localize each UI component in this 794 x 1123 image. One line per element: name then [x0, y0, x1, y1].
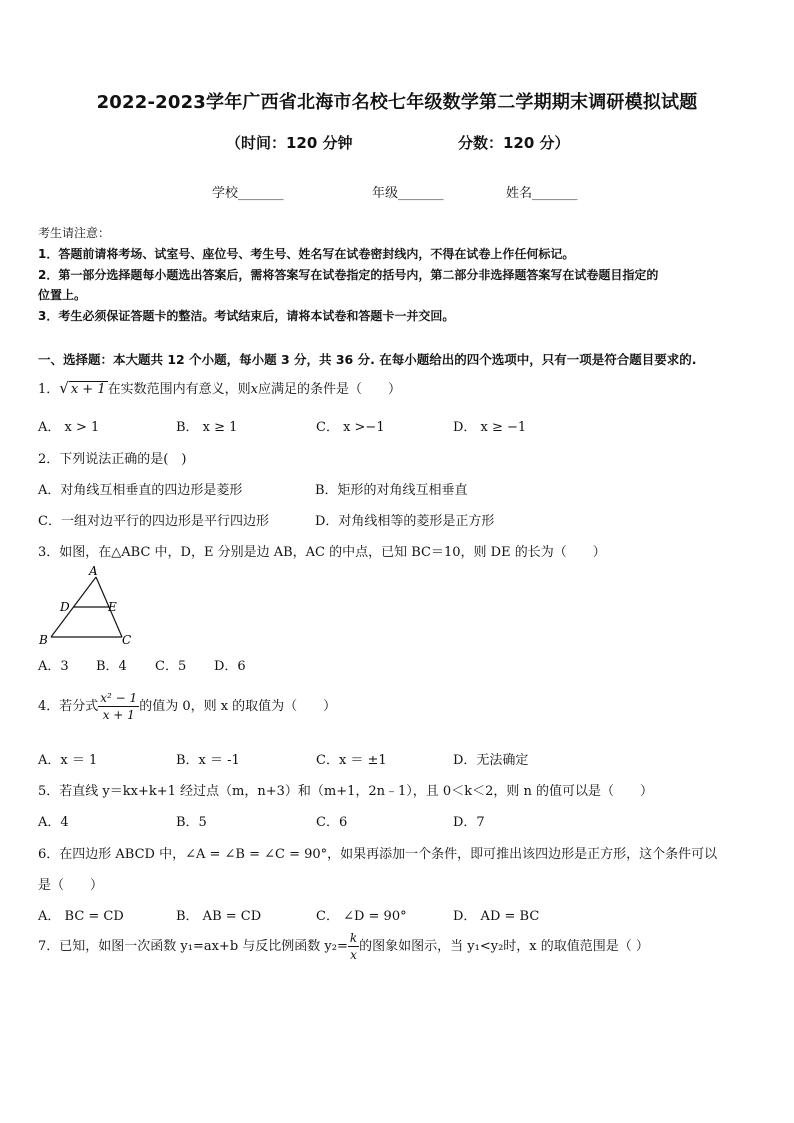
label-c: C [122, 633, 132, 647]
q6-option-b: B． AB = CD [176, 909, 262, 924]
section-heading: 一、选择题：本大题共 12 个小题，每小题 3 分，共 36 分. 在每小题给出的四个选项中，只有一项是符合题目要求的. [38, 352, 697, 367]
q4-option-a: A．x ＝ 1 [38, 753, 98, 768]
q4-option-d: D．无法确定 [453, 753, 529, 768]
q5-option-c: C．6 [316, 815, 348, 830]
page-title: 2022-2023学年广西省北海市名校七年级数学第二学期期末调研模拟试题 [96, 92, 698, 113]
q4-pre: 4．若分式 [38, 699, 99, 714]
q5-option-d: D．7 [453, 815, 485, 830]
question-6: 6．在四边形 ABCD 中，∠A = ∠B = ∠C = 90°，如果再添加一个条件，即可推出该四边形是正方形，这个条件可以 [38, 847, 718, 862]
q7-numerator: k [349, 931, 358, 945]
grade-field: 年级_______ [372, 186, 444, 201]
q2-option-d: D．对角线相等的菱形是正方形 [315, 514, 495, 529]
triangle-figure [36, 565, 136, 647]
q3-option-a: A．3 [38, 659, 69, 674]
q3-option-b: B．4 [96, 659, 127, 674]
q1-option-c: C． x >−1 [316, 420, 385, 435]
q6-option-a: A． BC = CD [38, 909, 124, 924]
q5-option-b: B．5 [176, 815, 207, 830]
question-7 [38, 930, 649, 963]
label-b: B [39, 633, 48, 647]
question-2: 2．下列说法正确的是( ) [38, 452, 187, 467]
q2-option-a: A．对角线互相垂直的四边形是菱形 [38, 483, 243, 498]
name-field: 姓名_______ [506, 186, 578, 201]
notes-heading: 考生请注意： [38, 226, 111, 240]
q1-option-d: D． x ≥ −1 [453, 420, 527, 435]
q1-option-b: B． x ≥ 1 [176, 420, 238, 435]
q5-option-a: A．4 [38, 815, 69, 830]
notes-line-1: 1．答题前请将考场、试室号、座位号、考生号、姓名写在试卷密封线内，不得在试卷上作任何标记。 [38, 247, 575, 261]
q1-text-2: 应满足的条件是（ ） [257, 382, 401, 397]
school-field: 学校_______ [212, 186, 284, 201]
label-a: A [89, 565, 98, 578]
notes-line-3: 3．考生必须保证答题卡的整洁。考试结束后，请将本试卷和答题卡一并交回。 [38, 309, 455, 323]
q2-option-c: C．一组对边平行的四边形是平行四边形 [38, 514, 269, 529]
q4-post: 的值为 0，则 x 的取值为（ ） [139, 699, 337, 714]
q4-fraction [98, 690, 139, 723]
q3-option-c: C．5 [155, 659, 187, 674]
q7-fraction [348, 930, 359, 963]
question-5: 5．若直线 y＝kx+k+1 经过点（m，n+3）和（m+1，2n﹣1），且 0＜k＜2，则 n 的值可以是（ ） [38, 784, 653, 799]
q7-post: 的图象如图示，当 y₁<y₂时，x 的取值范围是（ ） [359, 939, 649, 954]
label-d: D [60, 600, 70, 614]
label-e: E [108, 600, 117, 614]
q1-radicand: x + 1 [70, 382, 106, 397]
notes-line-2: 2．第一部分选择题每小题选出答案后，需将答案写在试卷指定的括号内，第二部分非选择题答案写在试卷题目指定的 [38, 268, 659, 282]
q4-numerator: x² − 1 [100, 691, 138, 705]
q3-option-d: D．6 [214, 659, 246, 674]
q7-pre: 7．已知，如图一次函数 y₁=ax+b 与反比例函数 y₂= [38, 939, 348, 954]
q1-number: 1． [38, 382, 60, 397]
q4-option-b: B．x ＝ -1 [176, 753, 240, 768]
exam-score: 分数：120 分） [458, 134, 570, 152]
question-3: 3．如图，在△ABC 中，D，E 分别是边 AB，AC 的中点，已知 BC＝10，则 DE 的长为（ ） [38, 545, 606, 560]
exam-time: （时间：120 分钟 [226, 134, 353, 152]
question-4 [38, 690, 336, 723]
q2-option-b: B．矩形的对角线互相垂直 [315, 483, 468, 498]
notes-line-2-cont: 位置上。 [38, 288, 87, 302]
q1-option-a: A． x > 1 [38, 420, 100, 435]
q4-denominator: x + 1 [102, 708, 135, 722]
q4-option-c: C．x ＝ ±1 [316, 753, 387, 768]
q6-option-c: C． ∠D = 90° [316, 909, 407, 924]
q6-option-d: D． AD = BC [453, 909, 540, 924]
q7-denominator: x [350, 948, 357, 962]
q1-text: 在实数范围内有意义，则 [107, 382, 251, 397]
question-1: 1．√ x + 1 在实数范围内有意义，则x应满足的条件是（ ） [38, 379, 401, 397]
q1-var: x [250, 382, 258, 397]
question-6-cont: 是（ ） [38, 878, 104, 893]
